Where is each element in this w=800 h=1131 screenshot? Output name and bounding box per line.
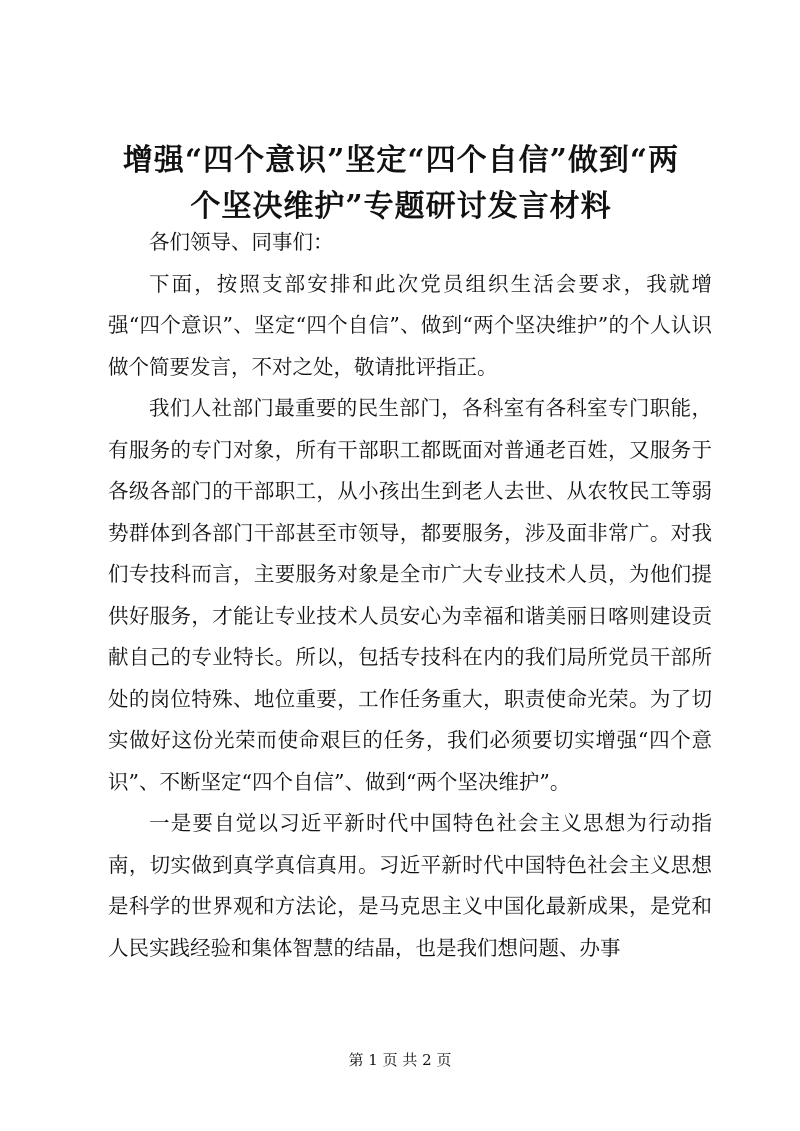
title-line-2: 个坚决维护”专题研讨发言材料 — [190, 189, 612, 224]
paragraph: 下面，按照支部安排和此次党员组织生活会要求，我就增强“四个意识”、坚定“四个自信”、做到“两个坚决维护”的个人认识做个简要发言，不对之处，敬请批评指正。 — [108, 271, 712, 379]
page-number-footer: 第 1 页 共 2 页 — [348, 1051, 452, 1069]
paragraph: 一是要自觉以习近平新时代中国特色社会主义思想为行动指南，切实做到真学真信真用。习近平新时代中国特色社会主义思想是科学的世界观和方法论，是马克思主义中国化最新成果，是党和人民实践经验和集体智慧的结晶，也是我们想问题、办事 — [108, 811, 712, 960]
salutation: 各们领导、同事们： — [149, 230, 334, 254]
document-body — [108, 222, 712, 969]
paragraph: 我们人社部门最重要的民生部门，各科室有各科室专门职能，有服务的专门对象，所有干部职工都既面对普通老百姓，又服务于各级各部门的干部职工，从小孩出生到老人去世、从农牧民工等弱势群体到各部门干部甚至市领导，都要服务，涉及面非常广。对我们专技科而言，主要服务对象是全市广大专业技术人员，为他们提供好服务，才能让专业技术人员安心为幸福和谐美丽日喀则建设贡献自己的专业特长。所以，包括专技科在内的我们局所党员干部所处的岗位特殊、地位重要，工作任务重大，职责使命光荣。为了切实做好这份光荣而使命艰巨的任务，我们必须要切实增强“四个意识”、不断坚定“四个自信”、做到“两个坚决维护”。 — [108, 396, 712, 794]
title-line-1: 增强“四个意识”坚定“四个自信”做到“两 — [122, 143, 680, 178]
document-title — [96, 138, 706, 230]
